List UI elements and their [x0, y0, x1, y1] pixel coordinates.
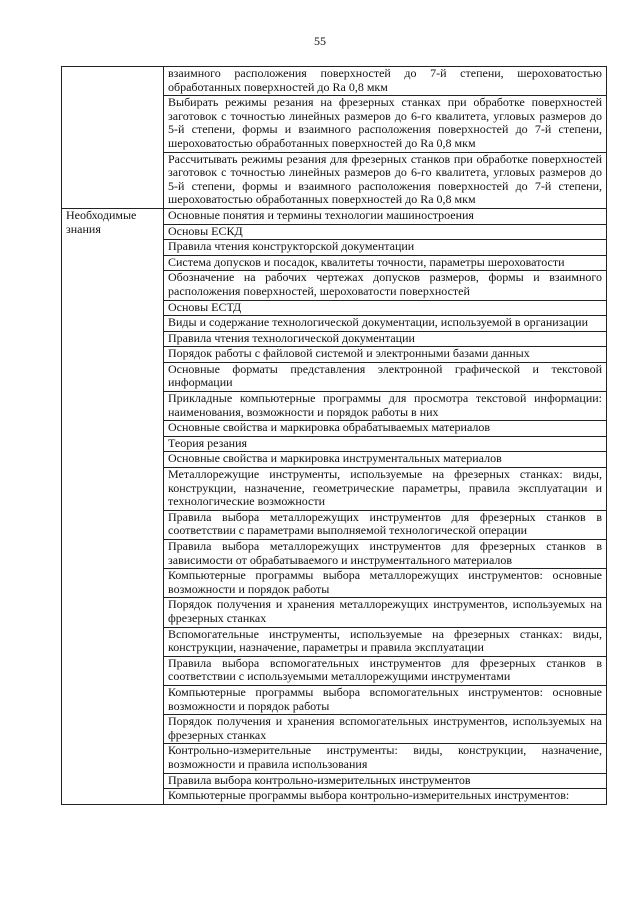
table-cell: Основы ЕСТД	[164, 300, 607, 316]
page-number: 55	[314, 34, 326, 48]
table-cell: Рассчитывать режимы резания для фрезерных станков при обработке поверхностей заготовок с точностью линейных размеров до 6-го квалитета, угловых размеров до 5-й степени, формы и взаимного расположения поверхностей до 7-й степени, шероховатостью обработанных поверхностей до Ra 0,8 мкм	[164, 152, 607, 208]
table-cell: Порядок работы с файловой системой и электронными базами данных	[164, 347, 607, 363]
empty-label-cell	[62, 67, 164, 209]
table-cell: Выбирать режимы резания на фрезерных станках при обработке поверхностей заготовок с точностью линейных размеров до 6-го квалитета, угловых размеров до 5-й степени, формы и взаимного расположения поверхностей до 7-й степени, шероховатостью обработанных поверхностей до Ra 0,8 мкм	[164, 96, 607, 152]
table-cell: Контрольно-измерительные инструменты: виды, конструкции, назначение, возможности и правила использования	[164, 744, 607, 773]
table-cell: Компьютерные программы выбора вспомогательных инструментов: основные возможности и порядок работы	[164, 685, 607, 714]
table-cell: Порядок получения и хранения металлорежущих инструментов, используемых на фрезерных станках	[164, 598, 607, 627]
table-cell: Правила выбора металлорежущих инструментов для фрезерных станков в соответствии с параметрами выполняемой технологической операции	[164, 510, 607, 539]
table-cell: Правила чтения конструкторской документации	[164, 240, 607, 256]
table-cell: Прикладные компьютерные программы для просмотра текстовой информации: наименования, возможности и порядок работы в них	[164, 392, 607, 421]
table-cell: Правила чтения технологической документации	[164, 331, 607, 347]
table-cell: Основные свойства и маркировка обрабатываемых материалов	[164, 421, 607, 437]
table-cell: взаимного расположения поверхностей до 7-й степени, шероховатостью обработанных поверхностей до Ra 0,8 мкм	[164, 67, 607, 96]
table-cell: Основные понятия и термины технологии машиностроения	[164, 208, 607, 224]
table-cell: Система допусков и посадок, квалитеты точности, параметры шероховатости	[164, 255, 607, 271]
table-cell: Правила выбора контрольно-измерительных инструментов	[164, 773, 607, 789]
table-cell: Виды и содержание технологической документации, используемой в организации	[164, 316, 607, 332]
table-cell: Порядок получения и хранения вспомогательных инструментов, используемых на фрезерных станках	[164, 715, 607, 744]
table-cell: Правила выбора вспомогательных инструментов для фрезерных станков в соответствии с используемыми металлорежущими инструментами	[164, 656, 607, 685]
table-cell: Компьютерные программы выбора контрольно-измерительных инструментов:	[164, 789, 607, 805]
table-row	[62, 67, 607, 96]
table-cell: Металлорежущие инструменты, используемые на фрезерных станках: виды, конструкции, назначение, геометрические параметры, правила эксплуатации и технологические возможности	[164, 468, 607, 511]
table-cell: Вспомогательные инструменты, используемые на фрезерных станках: виды, конструкции, назначение, параметры и правила эксплуатации	[164, 627, 607, 656]
table-cell: Обозначение на рабочих чертежах допусков размеров, формы и взаимного расположения поверхностей, шероховатости поверхностей	[164, 271, 607, 300]
table-cell: Основные свойства и маркировка инструментальных материалов	[164, 452, 607, 468]
table-cell: Основные форматы представления электронной графической и текстовой информации	[164, 362, 607, 391]
knowledge-label: Необходимые знания	[62, 208, 164, 804]
table-cell: Компьютерные программы выбора металлорежущих инструментов: основные возможности и порядок работы	[164, 569, 607, 598]
table-cell: Основы ЕСКД	[164, 224, 607, 240]
table-row	[62, 208, 607, 224]
table-cell: Теория резания	[164, 436, 607, 452]
requirements-table	[61, 66, 607, 805]
table-cell: Правила выбора металлорежущих инструментов для фрезерных станков в зависимости от обрабатываемого и инструментального материалов	[164, 540, 607, 569]
